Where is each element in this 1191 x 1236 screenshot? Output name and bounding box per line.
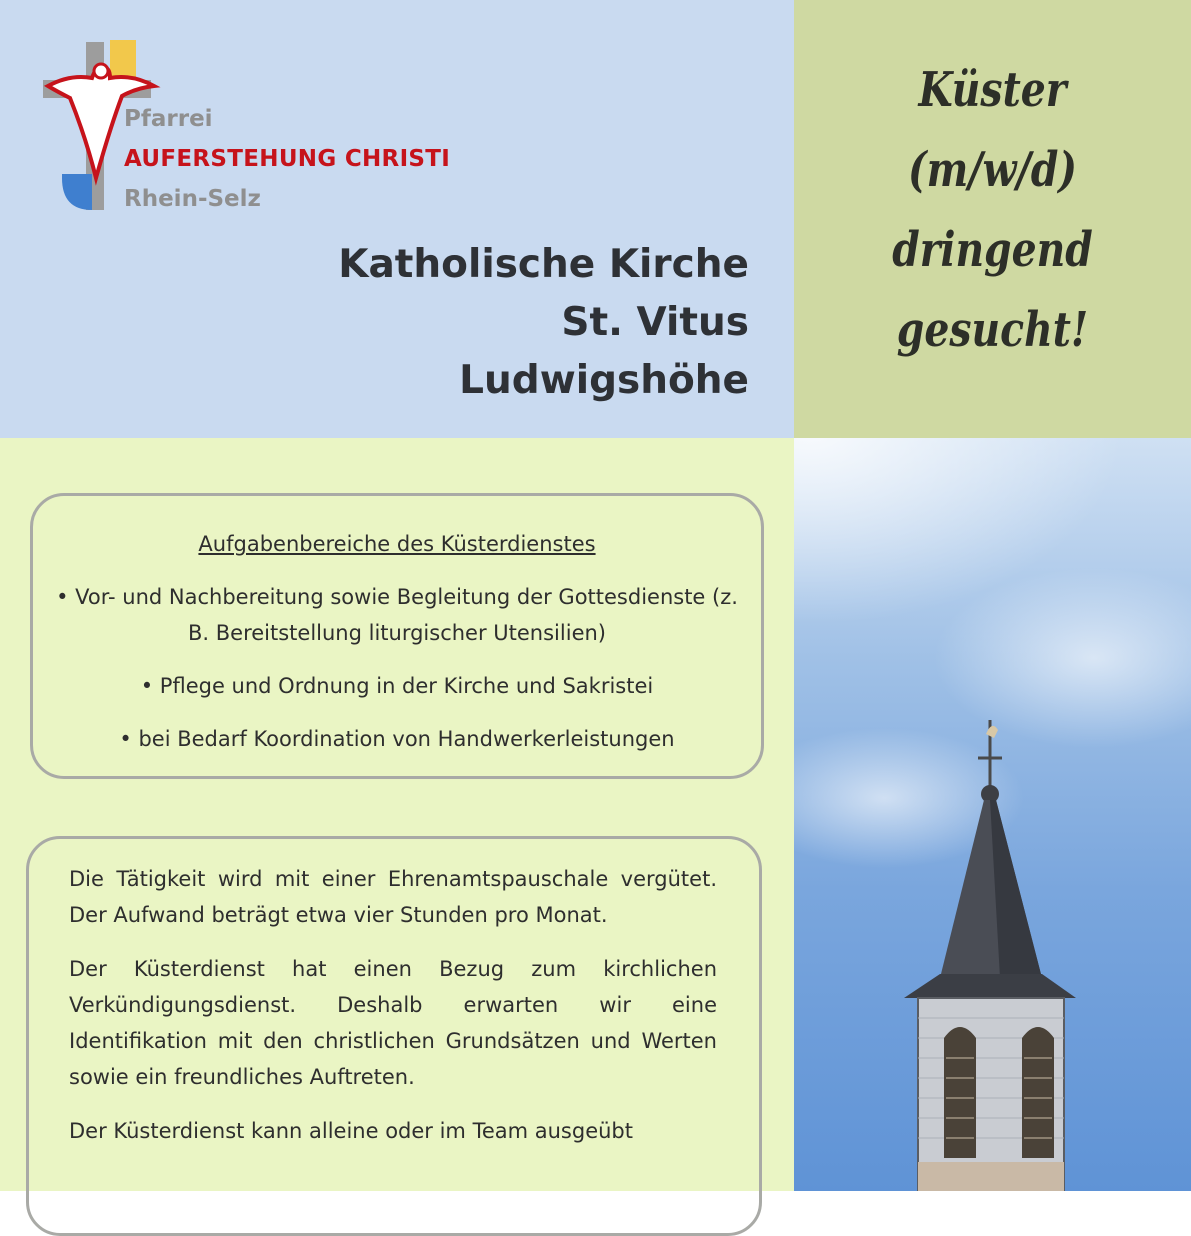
headline-line-4: gesucht!: [896, 302, 1089, 358]
headline-line-2: (m/w/d): [907, 142, 1078, 198]
church-title-line-2: St. Vitus: [561, 300, 749, 345]
headline-line-3: dringend: [892, 222, 1093, 278]
task-item-1: • Vor- und Nachbereitung sowie Begleitung der Gottesdienste (z. B. Bereitstellung liturgischer Utensilien): [56, 585, 738, 645]
info-box: [26, 836, 762, 1236]
info-paragraph-1: Die Tätigkeit wird mit einer Ehrenamtspauschale vergütet. Der Aufwand beträgt etwa vier Stunden pro Monat.: [69, 867, 717, 927]
tasks-box: [30, 493, 764, 779]
church-title: [338, 236, 749, 410]
church-tower-image: [794, 438, 1191, 1191]
church-title-line-1: Katholische Kirche: [338, 242, 749, 287]
logo-text-parish-name: AUFERSTEHUNG CHRISTI: [124, 146, 451, 172]
logo-text-region: Rhein-Selz: [124, 186, 261, 212]
headline-line-1: Küster: [918, 62, 1067, 118]
parish-logo: [40, 38, 480, 218]
church-tower-photo: [794, 438, 1191, 1191]
info-paragraph-2: Der Küsterdienst hat einen Bezug zum kirchlichen Verkündigungsdienst. Deshalb erwarten wir eine Identifikation mit den christlichen Grundsätzen und Werten sowie ein freundliches Auftreten.: [69, 957, 717, 1089]
job-headline: [794, 50, 1191, 370]
logo-text-pfarrei: Pfarrei: [124, 106, 213, 132]
tasks-heading: Aufgabenbereiche des Küsterdienstes: [198, 532, 596, 556]
task-item-2: • Pflege und Ordnung in der Kirche und Sakristei: [140, 674, 654, 698]
info-paragraph-3: Der Küsterdienst kann alleine oder im Team ausgeübt: [69, 1119, 633, 1143]
church-title-line-3: Ludwigshöhe: [459, 358, 749, 403]
task-item-3: • bei Bedarf Koordination von Handwerkerleistungen: [119, 727, 675, 751]
